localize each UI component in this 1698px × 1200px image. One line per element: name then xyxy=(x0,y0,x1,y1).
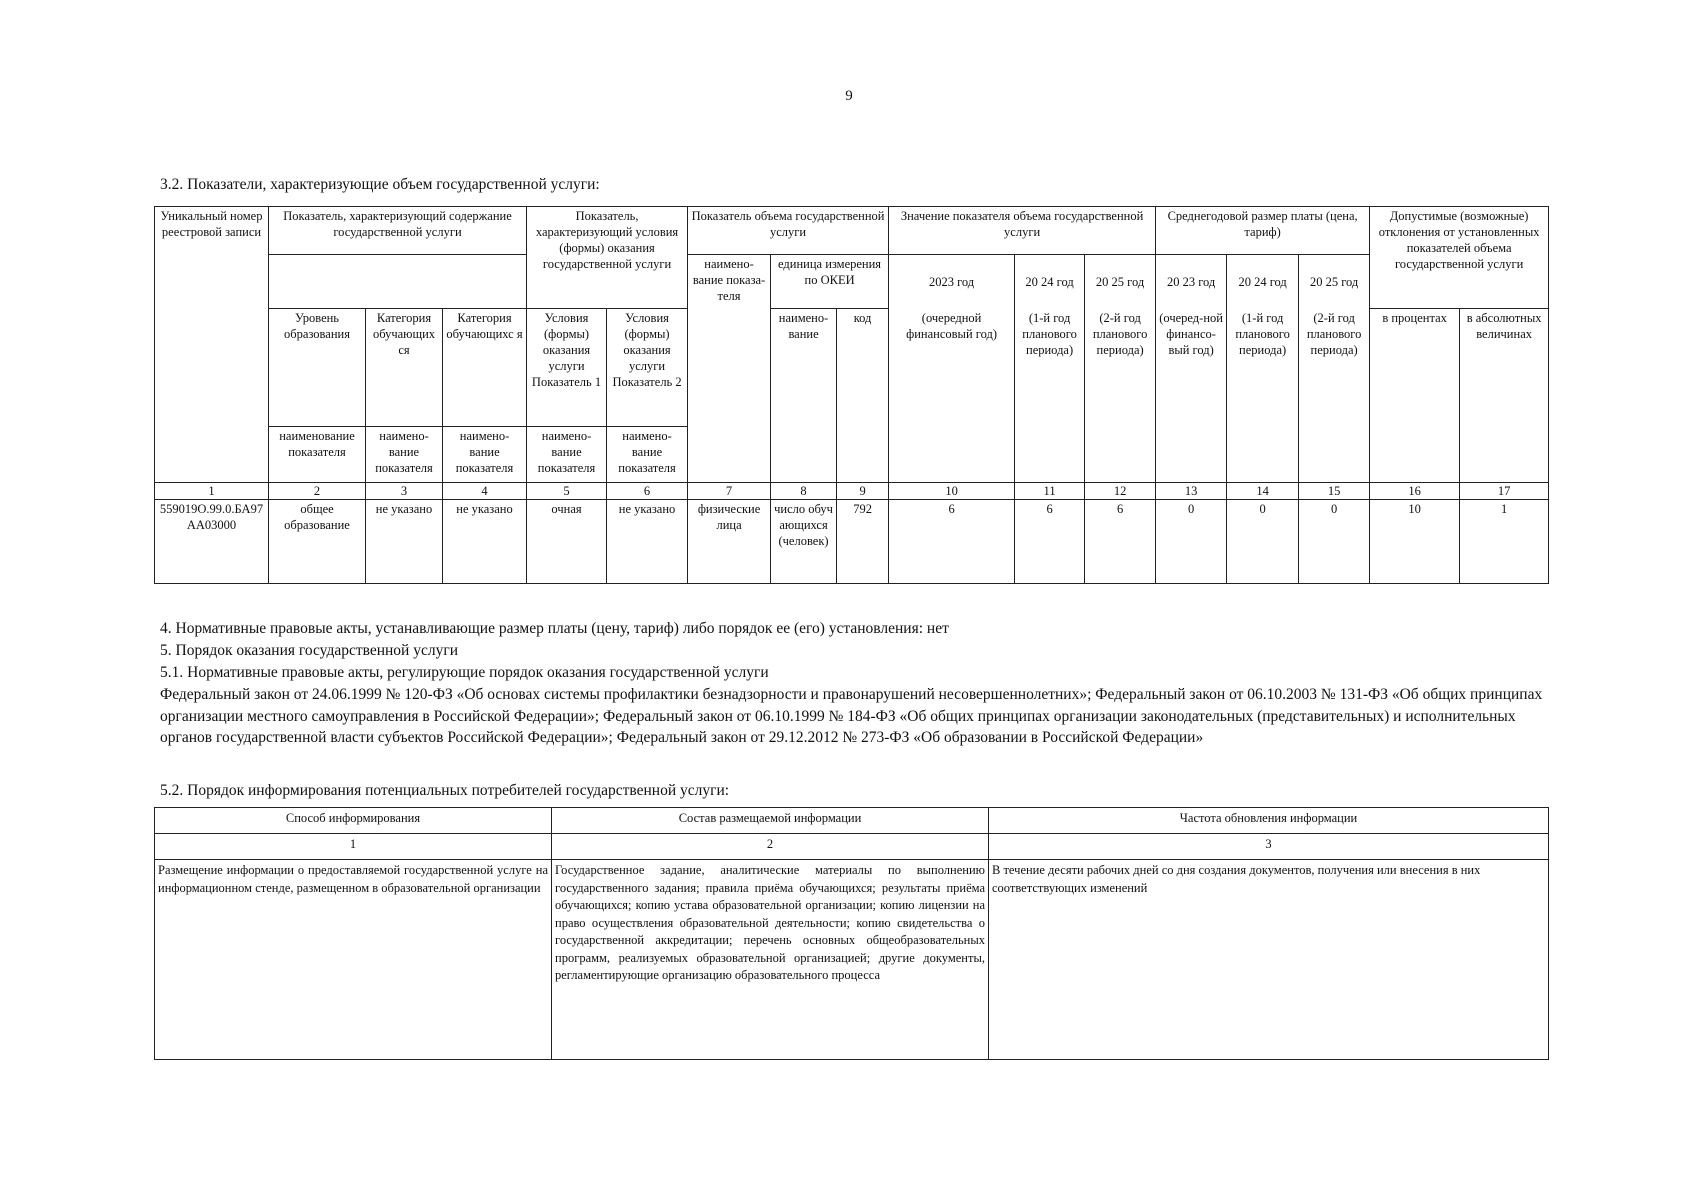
header-year-2024-sub: (1-й год планового периода) xyxy=(1015,309,1085,483)
header-unit-name: наимено-вание xyxy=(771,309,837,483)
cell-info-content: Государственное задание, аналитические материалы по выполнению государственного задания; правила приёма обучающихся; результаты приёма обучающихся; копию устава образовательной организации; копию лицензии на право осуществления образовательной деятельности; копию свидетельства о государственной аккредитации; перечень основных общеобразовательных программ, реализуемых образовательной организацией; другие документы, регламентирующие организацию образовательного процесса xyxy=(552,860,989,1060)
cell-fee-2023: 0 xyxy=(1156,500,1227,584)
cell-unique-number: 559019О.99.0.БА97АА03000 xyxy=(155,500,269,584)
section-5-2-title: 5.2. Порядок информирования потенциальных потребителей государственной услуги: xyxy=(160,782,730,799)
cell-fee-2025: 0 xyxy=(1299,500,1370,584)
header-volume-name: наимено-вание показа-теля xyxy=(688,255,771,483)
cell-unit-name: число обучающихся (человек) xyxy=(771,500,837,584)
column-number: 1 xyxy=(155,483,269,500)
header-informing-method: Способ информирования xyxy=(155,808,552,834)
cell-update-frequency: В течение десяти рабочих дней со дня создания документов, получения или внесения в них соответствующих изменений xyxy=(989,860,1549,1060)
header-indicator-name-2: наимено-вание показателя xyxy=(366,427,443,483)
header-volume-value: Значение показателя объема государственной услуги xyxy=(889,207,1156,255)
table-row xyxy=(155,500,1549,584)
column-number-row xyxy=(155,834,1549,860)
cell-condition-2: не указано xyxy=(607,500,688,584)
header-year-2025-sub: (2-й год планового периода) xyxy=(1085,309,1156,483)
cell-volume-name: физические лица xyxy=(688,500,771,584)
cell-category-2: не указано xyxy=(443,500,527,584)
header-fee-2024-sub: (1-й год планового периода) xyxy=(1227,309,1299,483)
header-indicator-name-1: наименование показателя xyxy=(269,427,366,483)
header-fee-2023-sub: (очеред-ной финансо-вый год) xyxy=(1156,309,1227,483)
column-number: 3 xyxy=(366,483,443,500)
header-unique-number: Уникальный номер реестровой записи xyxy=(155,207,269,483)
informing-table xyxy=(154,807,1549,1060)
header-deviation-percent: в процентах xyxy=(1370,309,1460,483)
section-5-1-title: 5.1. Нормативные правовые акты, регулирующие порядок оказания государственной услуги xyxy=(160,664,769,681)
column-number: 14 xyxy=(1227,483,1299,500)
column-number: 6 xyxy=(607,483,688,500)
header-year-2024: 20 24 год xyxy=(1015,255,1085,309)
cell-fee-2024: 0 xyxy=(1227,500,1299,584)
section-4-text: 4. Нормативные правовые акты, устанавливающие размер платы (цену, тариф) либо порядок ее (его) установления: нет xyxy=(160,620,949,637)
volume-indicators-table xyxy=(154,206,1549,584)
column-number: 12 xyxy=(1085,483,1156,500)
section-3-2-title: 3.2. Показатели, характеризующие объем государственной услуги: xyxy=(160,176,600,193)
header-indicator-name-3: наимено-вание показателя xyxy=(443,427,527,483)
cell-unit-code: 792 xyxy=(837,500,889,584)
cell-informing-method: Размещение информации о предоставляемой государственной услуге на информационном стенде, размещенном в образовательной организации xyxy=(155,860,552,1060)
header-fee-2025-sub: (2-й год планового периода) xyxy=(1299,309,1370,483)
column-number: 8 xyxy=(771,483,837,500)
column-number: 13 xyxy=(1156,483,1227,500)
header-fee-2025: 20 25 год xyxy=(1299,255,1370,309)
column-number: 3 xyxy=(989,834,1549,860)
column-number: 4 xyxy=(443,483,527,500)
header-row xyxy=(155,808,1549,834)
header-year-2023-sub: (очередной финансовый год) xyxy=(889,309,1015,483)
header-conditions-indicator: Показатель, характеризующий условия (формы) оказания государственной услуги xyxy=(527,207,688,309)
column-number: 17 xyxy=(1460,483,1549,500)
table-row xyxy=(155,860,1549,1060)
cell-education-level: общее образование xyxy=(269,500,366,584)
column-number: 9 xyxy=(837,483,889,500)
header-unit-okei: единица измерения по ОКЕИ xyxy=(771,255,889,309)
column-number: 10 xyxy=(889,483,1015,500)
header-info-content: Состав размещаемой информации xyxy=(552,808,989,834)
column-number-row xyxy=(155,483,1549,500)
header-education-level: Уровень образования xyxy=(269,309,366,427)
section-5-title: 5. Порядок оказания государственной услуги xyxy=(160,642,458,659)
cell-deviation-percent: 10 xyxy=(1370,500,1460,584)
cell-value-2023: 6 xyxy=(889,500,1015,584)
header-year-2025: 20 25 год xyxy=(1085,255,1156,309)
column-number: 15 xyxy=(1299,483,1370,500)
header-indicator-name-4: наимено-вание показателя xyxy=(527,427,607,483)
header-content-indicator: Показатель, характеризующий содержание государственной услуги xyxy=(269,207,527,255)
header-update-frequency: Частота обновления информации xyxy=(989,808,1549,834)
header-condition-2: Условия (формы) оказания услуги Показатель 2 xyxy=(607,309,688,427)
cell-deviation-absolute: 1 xyxy=(1460,500,1549,584)
header-average-fee: Среднегодовой размер платы (цена, тариф) xyxy=(1156,207,1370,255)
cell-value-2024: 6 xyxy=(1015,500,1085,584)
page-number: 9 xyxy=(845,88,853,104)
column-number: 2 xyxy=(552,834,989,860)
column-number: 2 xyxy=(269,483,366,500)
section-5-1-laws: Федеральный закон от 24.06.1999 № 120-ФЗ «Об основах системы профилактики безнадзорности и правонарушений несовершеннолетних»; Федеральный закон от 06.10.2003 № 131-ФЗ «Об общих принципах организации местного самоуправления в Российской Федерации»; Федеральный закон от 06.10.1999 № 184-ФЗ «Об общих принципах организации законодательных (представительных) и исполнительных органов государственной власти субъектов Российской Федерации»; Федеральный закон от 29.12.2012 № 273-ФЗ «Об образовании в Российской Федерации» xyxy=(160,686,1543,747)
header-indicator-name-5: наимено-вание показателя xyxy=(607,427,688,483)
column-number: 11 xyxy=(1015,483,1085,500)
header-year-2023: 2023 год xyxy=(889,255,1015,309)
cell-category-1: не указано xyxy=(366,500,443,584)
column-number: 5 xyxy=(527,483,607,500)
header-fee-2023: 20 23 год xyxy=(1156,255,1227,309)
header-unit-code: код xyxy=(837,309,889,483)
cell-value-2025: 6 xyxy=(1085,500,1156,584)
header-volume-indicator: Показатель объема государственной услуги xyxy=(688,207,889,255)
header-deviation-absolute: в абсолютных величинах xyxy=(1460,309,1549,483)
header-student-category-2: Категория обучающихс я xyxy=(443,309,527,427)
header-student-category-1: Категория обучающих ся xyxy=(366,309,443,427)
cell-condition-1: очная xyxy=(527,500,607,584)
header-fee-2024: 20 24 год xyxy=(1227,255,1299,309)
column-number: 7 xyxy=(688,483,771,500)
header-condition-1: Условия (формы) оказания услуги Показатель 1 xyxy=(527,309,607,427)
header-content-spacer xyxy=(269,255,527,309)
column-number: 16 xyxy=(1370,483,1460,500)
column-number: 1 xyxy=(155,834,552,860)
header-allowed-deviation: Допустимые (возможные) отклонения от установленных показателей объема государственной услуги xyxy=(1370,207,1549,309)
